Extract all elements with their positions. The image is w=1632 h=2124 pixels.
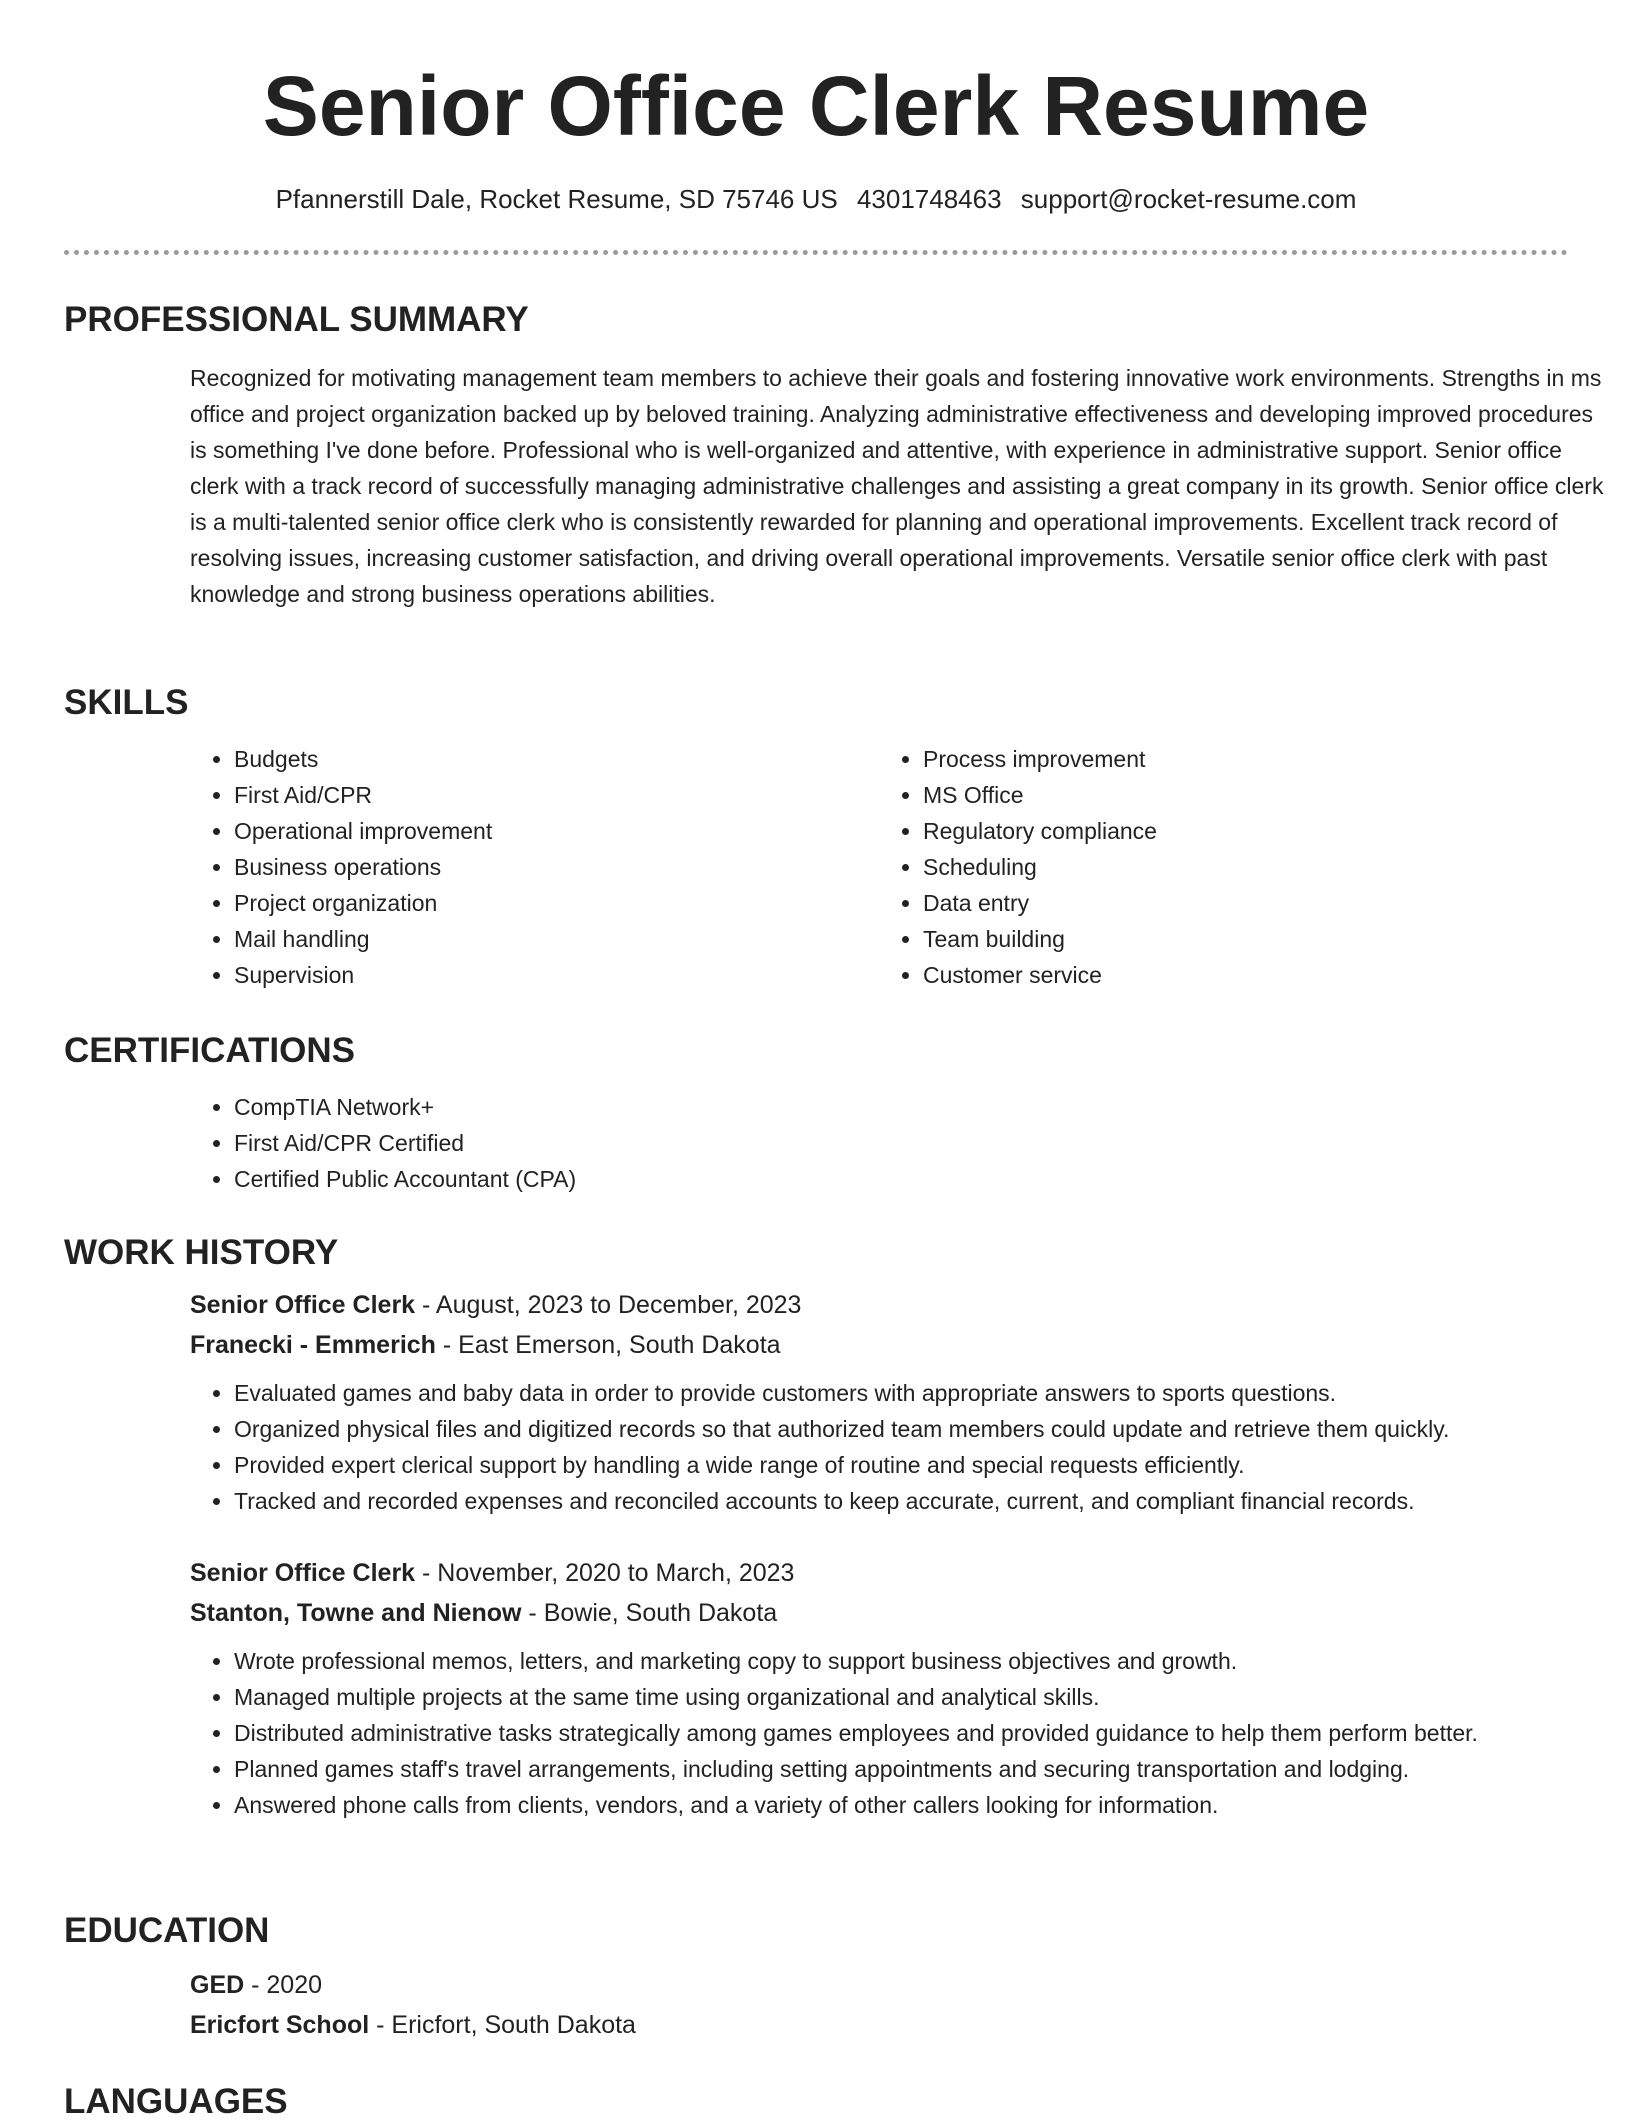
skills-list-left <box>190 741 879 993</box>
job-bullet: • Answered phone calls from clients, vendors, and a variety of other callers looking for information. <box>234 1787 1614 1823</box>
contact-line <box>0 181 1632 217</box>
languages-heading: LANGUAGES <box>64 2082 288 2121</box>
certification-item: • First Aid/CPR Certified <box>234 1125 1568 1161</box>
education-heading: EDUCATION <box>64 1911 270 1950</box>
skill-item: • Customer service <box>923 957 1568 993</box>
contact-address: Pfannerstill Dale, Rocket Resume, SD 75746 US <box>275 184 838 214</box>
job-company-line: Stanton, Towne and Nienow - Bowie, South Dakota <box>190 1599 778 1627</box>
certification-item: • Certified Public Accountant (CPA) <box>234 1161 1568 1197</box>
skills-heading: SKILLS <box>64 683 189 722</box>
job-bullet: • Wrote professional memos, letters, and marketing copy to support business objectives and growth. <box>234 1643 1614 1679</box>
page-title: Senior Office Clerk Resume <box>262 59 1370 153</box>
job-dates: August, 2023 to December, 2023 <box>435 1291 802 1319</box>
job-title: Senior Office Clerk <box>190 1291 416 1319</box>
skill-item: • Supervision <box>234 957 879 993</box>
skill-item: • Project organization <box>234 885 879 921</box>
job-bullets <box>190 1375 1614 1519</box>
job-bullet: • Organized physical files and digitized records so that authorized team members could update and retrieve them quickly. <box>234 1411 1614 1447</box>
job-title: Senior Office Clerk <box>190 1559 416 1587</box>
skill-item: • Process improvement <box>923 741 1568 777</box>
work-section <box>64 1231 1568 1823</box>
job-bullet: • Tracked and recorded expenses and reconciled accounts to keep accurate, current, and compliant financial records. <box>234 1483 1614 1519</box>
summary-text: Recognized for motivating management team members to achieve their goals and fostering innovative work environments. Strengths in ms office and project organization backed up by beloved training. Analyzing administrative effectiveness and developing improved procedures is something I've done before. Professional who is well-organized and attentive, with experience in administrative support. Senior office clerk with a track record of successfully managing administrative challenges and assisting a great company in its growth. Senior office clerk is a multi-talented senior office clerk who is consistently rewarded for planning and operational improvements. Excellent track record of resolving issues, increasing customer satisfaction, and driving overall operational improvements. Versatile senior office clerk with past knowledge and strong business operations abilities. <box>190 365 1604 607</box>
education-school-line: Ericfort School - Ericfort, South Dakota <box>190 2011 636 2039</box>
education-degree: GED <box>190 1971 245 1999</box>
skill-item: • Mail handling <box>234 921 879 957</box>
summary-heading: PROFESSIONAL SUMMARY <box>64 300 529 339</box>
job-entry <box>190 1553 1568 1823</box>
skill-item: • MS Office <box>923 777 1568 813</box>
education-section <box>64 1909 1568 2045</box>
work-heading: WORK HISTORY <box>64 1233 339 1272</box>
certifications-list <box>190 1089 1568 1197</box>
job-company: Stanton, Towne and Nienow <box>190 1599 522 1627</box>
job-bullet: • Evaluated games and baby data in order to provide customers with appropriate answers to sports questions. <box>234 1375 1614 1411</box>
skill-item: • Team building <box>923 921 1568 957</box>
skills-list-right <box>879 741 1568 993</box>
education-location: Ericfort, South Dakota <box>391 2011 636 2039</box>
job-bullet: • Managed multiple projects at the same time using organizational and analytical skills. <box>234 1679 1614 1715</box>
certifications-section <box>64 1029 1568 1197</box>
skill-item: • Operational improvement <box>234 813 879 849</box>
contact-email: support@rocket-resume.com <box>1020 184 1357 214</box>
skill-item: • Regulatory compliance <box>923 813 1568 849</box>
job-location: East Emerson, South Dakota <box>458 1331 781 1359</box>
skills-columns <box>190 741 1568 993</box>
job-bullets <box>190 1643 1614 1823</box>
education-year: 2020 <box>266 1971 323 1999</box>
skill-item: • First Aid/CPR <box>234 777 879 813</box>
skill-item: • Scheduling <box>923 849 1568 885</box>
certifications-heading: CERTIFICATIONS <box>64 1031 356 1070</box>
certification-item: • CompTIA Network+ <box>234 1089 1568 1125</box>
education-school: Ericfort School <box>190 2011 370 2039</box>
job-dates: November, 2020 to March, 2023 <box>437 1559 795 1587</box>
education-entry <box>190 1965 1568 2045</box>
certifications-body <box>190 1089 1568 1197</box>
job-company: Franecki - Emmerich <box>190 1331 436 1359</box>
skill-item: • Budgets <box>234 741 879 777</box>
header-divider <box>64 250 1568 255</box>
job-entry <box>190 1285 1568 1519</box>
skill-item: • Business operations <box>234 849 879 885</box>
job-bullet: • Distributed administrative tasks strategically among games employees and provided guidance to help them perform better. <box>234 1715 1614 1751</box>
skills-section <box>64 681 1568 993</box>
job-title-line: Senior Office Clerk - November, 2020 to March, 2023 <box>190 1559 795 1587</box>
job-title-line: Senior Office Clerk - August, 2023 to December, 2023 <box>190 1291 802 1319</box>
education-degree-line: GED - 2020 <box>190 1971 323 1999</box>
job-company-line: Franecki - Emmerich - East Emerson, South Dakota <box>190 1331 781 1359</box>
summary-section <box>64 298 1604 612</box>
job-bullet: • Planned games staff's travel arrangements, including setting appointments and securing transportation and lodging. <box>234 1751 1614 1787</box>
job-location: Bowie, South Dakota <box>543 1599 778 1627</box>
contact-phone: 4301748463 <box>856 184 1002 214</box>
skill-item: • Data entry <box>923 885 1568 921</box>
languages-section <box>64 2080 1568 2124</box>
job-bullet: • Provided expert clerical support by handling a wide range of routine and special requests efficiently. <box>234 1447 1614 1483</box>
